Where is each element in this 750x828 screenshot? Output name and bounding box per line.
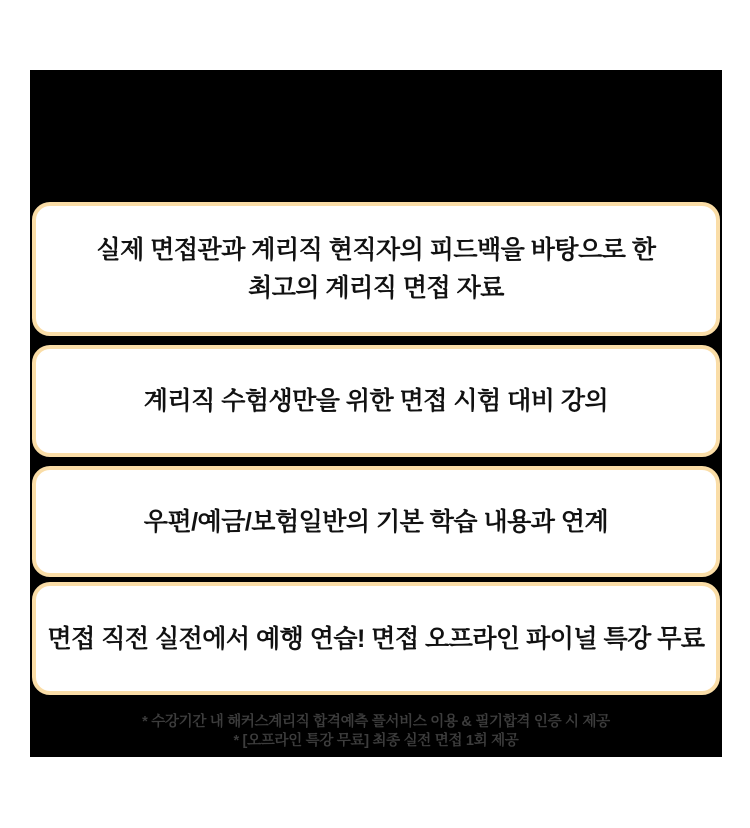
feature-card-exam-prep-lecture — [32, 345, 720, 457]
feature-card-curriculum-link — [32, 466, 720, 577]
footnote-line-1: * 수강기간 내 해커스계리직 합격예측 플서비스 이용 & 필기합격 인증 시 제공 — [142, 714, 610, 730]
feature-card-text-line: 최고의 계리직 면접 자료 — [248, 274, 504, 302]
feature-card-text-line: 우편/예금/보험일반의 기본 학습 내용과 연계 — [143, 507, 609, 536]
feature-card-offline-final-lecture — [32, 582, 720, 695]
footnote-line-2: * [오프라인 특강 무료] 최종 실전 면접 1회 제공 — [233, 732, 519, 749]
feature-card-interview-materials — [32, 202, 720, 336]
feature-card-text-line: 면접 직전 실전에서 예행 연습! 면접 오프라인 파이널 특강 무료 — [47, 624, 705, 653]
footnotes — [30, 713, 722, 750]
feature-card-text-line: 계리직 수험생만을 위한 면접 시험 대비 강의 — [143, 387, 609, 415]
feature-card-text-line: 실제 면접관과 계리직 현직자의 피드백을 바탕으로 한 — [96, 236, 656, 264]
